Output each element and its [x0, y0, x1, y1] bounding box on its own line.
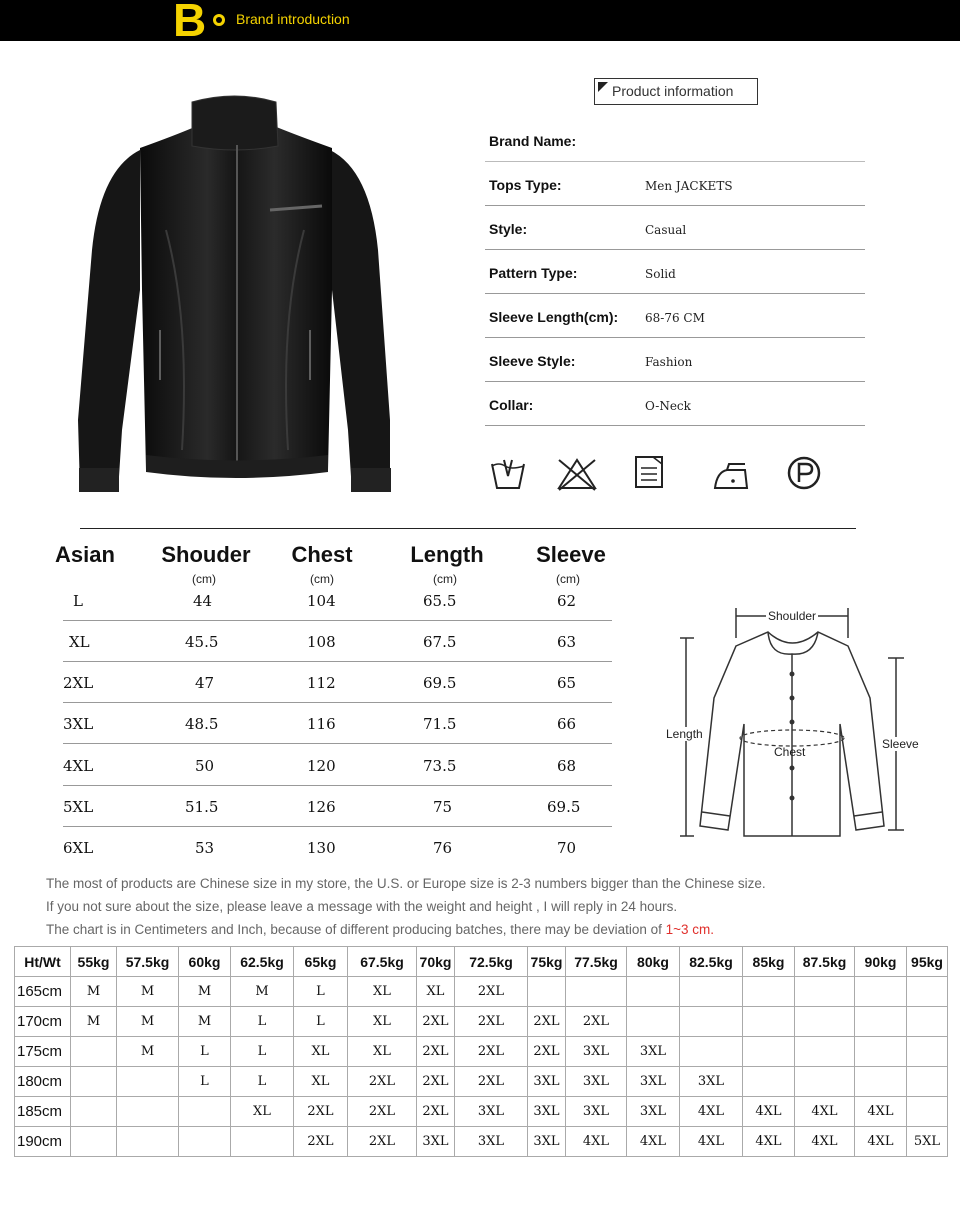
- chart-size-cell: 3XL: [455, 1127, 528, 1157]
- jacket-image: [70, 90, 400, 500]
- size-cell: 65.5: [423, 592, 457, 610]
- chart-header-cell: 80kg: [627, 947, 680, 977]
- chart-row: [15, 1037, 948, 1067]
- chart-height-cell: 185cm: [15, 1097, 71, 1127]
- corner-triangle-icon: [598, 82, 608, 92]
- size-cell: 130: [307, 839, 336, 857]
- chart-header-cell: 65kg: [294, 947, 348, 977]
- size-header-chest: Chest: [291, 542, 353, 567]
- measure-label-chest: Chest: [774, 745, 806, 759]
- chart-size-cell: 2XL: [417, 1007, 455, 1037]
- size-cell: 112: [307, 674, 336, 692]
- chart-row: [15, 1127, 948, 1157]
- size-cell: 116: [307, 715, 336, 733]
- chart-size-cell: 2XL: [294, 1097, 348, 1127]
- size-header-length: Length: [410, 542, 484, 567]
- chart-header-cell: 75kg: [528, 947, 566, 977]
- chart-size-cell: 4XL: [743, 1097, 795, 1127]
- chart-size-cell: [907, 1007, 948, 1037]
- size-cell: 126: [307, 798, 336, 816]
- chart-size-cell: L: [179, 1067, 231, 1097]
- size-cell: XL: [69, 633, 90, 651]
- size-cell: 51.5: [185, 798, 219, 816]
- chart-size-cell: 4XL: [680, 1097, 743, 1127]
- size-unit-shoulder: (cm): [192, 572, 216, 586]
- chart-row: [15, 1097, 948, 1127]
- size-row-5xl: [63, 786, 612, 827]
- size-cell: 66: [557, 715, 577, 733]
- chart-row: [15, 1067, 948, 1097]
- info-value: Men JACKETS: [645, 179, 733, 193]
- size-cell: 62: [557, 592, 577, 610]
- size-cell: 5XL: [63, 798, 94, 816]
- chart-header-cell: 90kg: [855, 947, 907, 977]
- chart-header-cell: 57.5kg: [117, 947, 179, 977]
- size-cell: 50: [195, 757, 215, 775]
- chart-header-cell: 85kg: [743, 947, 795, 977]
- note-line-2: If you not sure about the size, please leave a message with the weight and height , I will reply in 24 hours.: [46, 899, 678, 914]
- chart-size-cell: L: [231, 1037, 294, 1067]
- size-cell: 48.5: [185, 715, 219, 733]
- info-value: O-Neck: [645, 399, 691, 413]
- chart-size-cell: [117, 1067, 179, 1097]
- info-row-brand-name: [485, 118, 865, 162]
- chart-size-cell: 3XL: [627, 1097, 680, 1127]
- size-unit-chest: (cm): [310, 572, 334, 586]
- info-key: Brand Name:: [489, 133, 577, 149]
- weight-height-chart: [14, 946, 948, 1157]
- chart-size-cell: [179, 1097, 231, 1127]
- measure-label-sleeve: Sleeve: [882, 737, 919, 751]
- chart-size-cell: [907, 977, 948, 1007]
- chart-size-cell: 3XL: [528, 1097, 566, 1127]
- do-not-bleach-icon: [555, 454, 599, 492]
- info-key: Sleeve Style:: [489, 353, 576, 369]
- size-cell: 73.5: [423, 757, 457, 775]
- size-row-4xl: [63, 745, 612, 786]
- size-cell: 2XL: [63, 674, 94, 692]
- info-key: Tops Type:: [489, 177, 562, 193]
- size-row-2xl: [63, 662, 612, 703]
- size-row-3xl: [63, 703, 612, 744]
- size-cell: 120: [307, 757, 336, 775]
- size-cell: 71.5: [423, 715, 457, 733]
- chart-size-cell: 2XL: [566, 1007, 627, 1037]
- size-cell: 69.5: [547, 798, 581, 816]
- brand-header: [0, 0, 960, 46]
- chart-size-cell: 2XL: [528, 1007, 566, 1037]
- chart-size-cell: [907, 1097, 948, 1127]
- chart-size-cell: 4XL: [795, 1097, 855, 1127]
- chart-size-cell: 2XL: [455, 1037, 528, 1067]
- chart-size-cell: [71, 1097, 117, 1127]
- product-information-text: Product information: [612, 83, 734, 99]
- product-info-table: [485, 118, 865, 426]
- hand-wash-icon: [489, 454, 527, 492]
- size-cell: 104: [307, 592, 336, 610]
- note-line-3-text: The chart is in Centimeters and Inch, because of different producing batches, there may be deviation of: [46, 922, 666, 937]
- chart-size-cell: [743, 1037, 795, 1067]
- measure-label-length: Length: [666, 727, 703, 741]
- chart-height-cell: 180cm: [15, 1067, 71, 1097]
- brand-letter: B: [173, 0, 207, 46]
- chart-size-cell: L: [179, 1037, 231, 1067]
- chart-header-cell: 77.5kg: [566, 947, 627, 977]
- chart-size-cell: 3XL: [566, 1067, 627, 1097]
- info-row-collar: [485, 382, 865, 426]
- chart-header-cell: 95kg: [907, 947, 948, 977]
- chart-size-cell: 4XL: [795, 1127, 855, 1157]
- chart-size-cell: 2XL: [455, 977, 528, 1007]
- chart-size-cell: [855, 1007, 907, 1037]
- chart-size-cell: [795, 1067, 855, 1097]
- size-row-xl: [63, 621, 612, 662]
- chart-size-cell: 2XL: [528, 1037, 566, 1067]
- chart-height-cell: 170cm: [15, 1007, 71, 1037]
- size-unit-sleeve: (cm): [556, 572, 580, 586]
- size-cell: 68: [557, 757, 577, 775]
- chart-size-cell: [795, 977, 855, 1007]
- chart-size-cell: [627, 1007, 680, 1037]
- chart-size-cell: 4XL: [855, 1127, 907, 1157]
- dry-clean-p-icon: [785, 454, 823, 492]
- size-cell: 67.5: [423, 633, 457, 651]
- chart-header-row: [15, 947, 948, 977]
- chart-size-cell: [680, 1037, 743, 1067]
- product-information-label: [594, 78, 758, 105]
- chart-size-cell: [680, 1007, 743, 1037]
- info-row-style: [485, 206, 865, 250]
- size-cell: 44: [193, 592, 213, 610]
- info-key: Collar:: [489, 397, 534, 413]
- chart-height-cell: 190cm: [15, 1127, 71, 1157]
- chart-header-cell: 72.5kg: [455, 947, 528, 977]
- info-row-tops-type: [485, 162, 865, 206]
- size-cell: 69.5: [423, 674, 457, 692]
- chart-size-cell: [743, 977, 795, 1007]
- size-header-shoulder: Shouder: [161, 542, 251, 567]
- chart-size-cell: XL: [417, 977, 455, 1007]
- chart-size-cell: M: [71, 977, 117, 1007]
- chart-size-cell: [743, 1067, 795, 1097]
- chart-size-cell: 3XL: [528, 1067, 566, 1097]
- chart-header-cell: 70kg: [417, 947, 455, 977]
- chart-size-cell: 3XL: [566, 1097, 627, 1127]
- chart-header-cell: 60kg: [179, 947, 231, 977]
- note-line-1: The most of products are Chinese size in my store, the U.S. or Europe size is 2-3 numbers bigger than the Chinese size.: [46, 876, 766, 891]
- chart-size-cell: [680, 977, 743, 1007]
- info-value: 68-76 CM: [645, 311, 705, 325]
- header-title: Brand introduction: [236, 11, 350, 27]
- chart-header-cell: 55kg: [71, 947, 117, 977]
- info-key: Style:: [489, 221, 528, 237]
- size-cell: 63: [557, 633, 577, 651]
- chart-size-cell: 2XL: [417, 1097, 455, 1127]
- measure-label-shoulder: Shoulder: [768, 609, 817, 623]
- size-cell: 6XL: [63, 839, 94, 857]
- chart-size-cell: 2XL: [417, 1067, 455, 1097]
- chart-header-cell: Ht/Wt: [15, 947, 71, 977]
- chart-size-cell: XL: [231, 1097, 294, 1127]
- chart-size-cell: M: [117, 977, 179, 1007]
- chart-size-cell: M: [179, 977, 231, 1007]
- size-header-sleeve: Sleeve: [536, 542, 606, 567]
- chart-size-cell: 3XL: [566, 1037, 627, 1067]
- info-value: Casual: [645, 223, 687, 237]
- measurement-diagram: [660, 598, 930, 848]
- chart-header-cell: 62.5kg: [231, 947, 294, 977]
- chart-size-cell: 3XL: [680, 1067, 743, 1097]
- chart-size-cell: 2XL: [348, 1127, 417, 1157]
- chart-height-cell: 175cm: [15, 1037, 71, 1067]
- chart-size-cell: [71, 1037, 117, 1067]
- chart-header-cell: 82.5kg: [680, 947, 743, 977]
- chart-size-cell: L: [294, 1007, 348, 1037]
- chart-size-cell: XL: [348, 977, 417, 1007]
- info-value: Fashion: [645, 355, 693, 369]
- note-deviation: 1~3 cm.: [665, 922, 715, 937]
- chart-size-cell: 3XL: [528, 1127, 566, 1157]
- chart-header-cell: 87.5kg: [795, 947, 855, 977]
- info-value: Solid: [645, 267, 676, 281]
- chart-size-cell: XL: [294, 1037, 348, 1067]
- chart-size-cell: 2XL: [455, 1007, 528, 1037]
- chart-size-cell: 2XL: [348, 1067, 417, 1097]
- chart-size-cell: 2XL: [455, 1067, 528, 1097]
- info-key: Sleeve Length(cm):: [489, 309, 619, 325]
- chart-size-cell: 3XL: [417, 1127, 455, 1157]
- chart-size-cell: 3XL: [627, 1037, 680, 1067]
- chart-size-cell: [855, 1037, 907, 1067]
- size-cell: 70: [557, 839, 577, 857]
- size-cell: 108: [307, 633, 336, 651]
- size-cell: L: [73, 592, 83, 610]
- chart-header-cell: 67.5kg: [348, 947, 417, 977]
- note-line-3: [46, 922, 714, 937]
- chart-size-cell: 4XL: [680, 1127, 743, 1157]
- size-row-6xl: [63, 827, 612, 868]
- chart-size-cell: 4XL: [566, 1127, 627, 1157]
- chart-row: [15, 977, 948, 1007]
- dry-flat-icon: [633, 454, 665, 492]
- chart-size-cell: 3XL: [455, 1097, 528, 1127]
- info-row-sleeve-style: [485, 338, 865, 382]
- chart-size-cell: [795, 1037, 855, 1067]
- chart-height-cell: 165cm: [15, 977, 71, 1007]
- chart-size-cell: 2XL: [348, 1097, 417, 1127]
- chart-size-cell: 4XL: [855, 1097, 907, 1127]
- row-divider: [63, 743, 612, 744]
- play-dot-icon: [213, 14, 225, 26]
- chart-size-cell: 4XL: [743, 1127, 795, 1157]
- chart-size-cell: 2XL: [417, 1037, 455, 1067]
- chart-size-cell: [907, 1067, 948, 1097]
- size-header-asian: Asian: [55, 542, 115, 567]
- size-cell: 45.5: [185, 633, 219, 651]
- chart-size-cell: [179, 1127, 231, 1157]
- chart-size-cell: [795, 1007, 855, 1037]
- chart-size-cell: 5XL: [907, 1127, 948, 1157]
- chart-size-cell: M: [179, 1007, 231, 1037]
- chart-size-cell: M: [117, 1037, 179, 1067]
- chart-size-cell: [566, 977, 627, 1007]
- info-row-sleeve-length: [485, 294, 865, 338]
- chart-size-cell: L: [294, 977, 348, 1007]
- chart-size-cell: [71, 1127, 117, 1157]
- iron-icon: [711, 454, 751, 492]
- chart-size-cell: [117, 1097, 179, 1127]
- chart-size-cell: XL: [294, 1067, 348, 1097]
- chart-size-cell: [117, 1127, 179, 1157]
- chart-size-cell: L: [231, 1067, 294, 1097]
- chart-size-cell: [855, 1067, 907, 1097]
- chart-size-cell: [743, 1007, 795, 1037]
- chart-row: [15, 1007, 948, 1037]
- chart-size-cell: XL: [348, 1037, 417, 1067]
- chart-size-cell: L: [231, 1007, 294, 1037]
- size-cell: 4XL: [63, 757, 94, 775]
- chart-size-cell: M: [117, 1007, 179, 1037]
- chart-size-cell: 4XL: [627, 1127, 680, 1157]
- size-cell: 76: [433, 839, 453, 857]
- info-key: Pattern Type:: [489, 265, 578, 281]
- care-icons: [485, 454, 845, 498]
- size-cell: 3XL: [63, 715, 94, 733]
- size-cell: 75: [433, 798, 453, 816]
- size-cell: 53: [195, 839, 215, 857]
- chart-size-cell: [231, 1127, 294, 1157]
- chart-size-cell: [71, 1067, 117, 1097]
- chart-size-cell: 2XL: [294, 1127, 348, 1157]
- chart-size-cell: XL: [348, 1007, 417, 1037]
- chart-size-cell: [627, 977, 680, 1007]
- size-row-l: [63, 580, 612, 621]
- chart-size-cell: 3XL: [627, 1067, 680, 1097]
- chart-size-cell: M: [71, 1007, 117, 1037]
- size-cell: 47: [195, 674, 215, 692]
- chart-size-cell: [855, 977, 907, 1007]
- info-row-pattern-type: [485, 250, 865, 294]
- chart-size-cell: [907, 1037, 948, 1067]
- chart-size-cell: M: [231, 977, 294, 1007]
- size-unit-length: (cm): [433, 572, 457, 586]
- size-cell: 65: [557, 674, 577, 692]
- chart-size-cell: [528, 977, 566, 1007]
- section-divider: [80, 528, 856, 529]
